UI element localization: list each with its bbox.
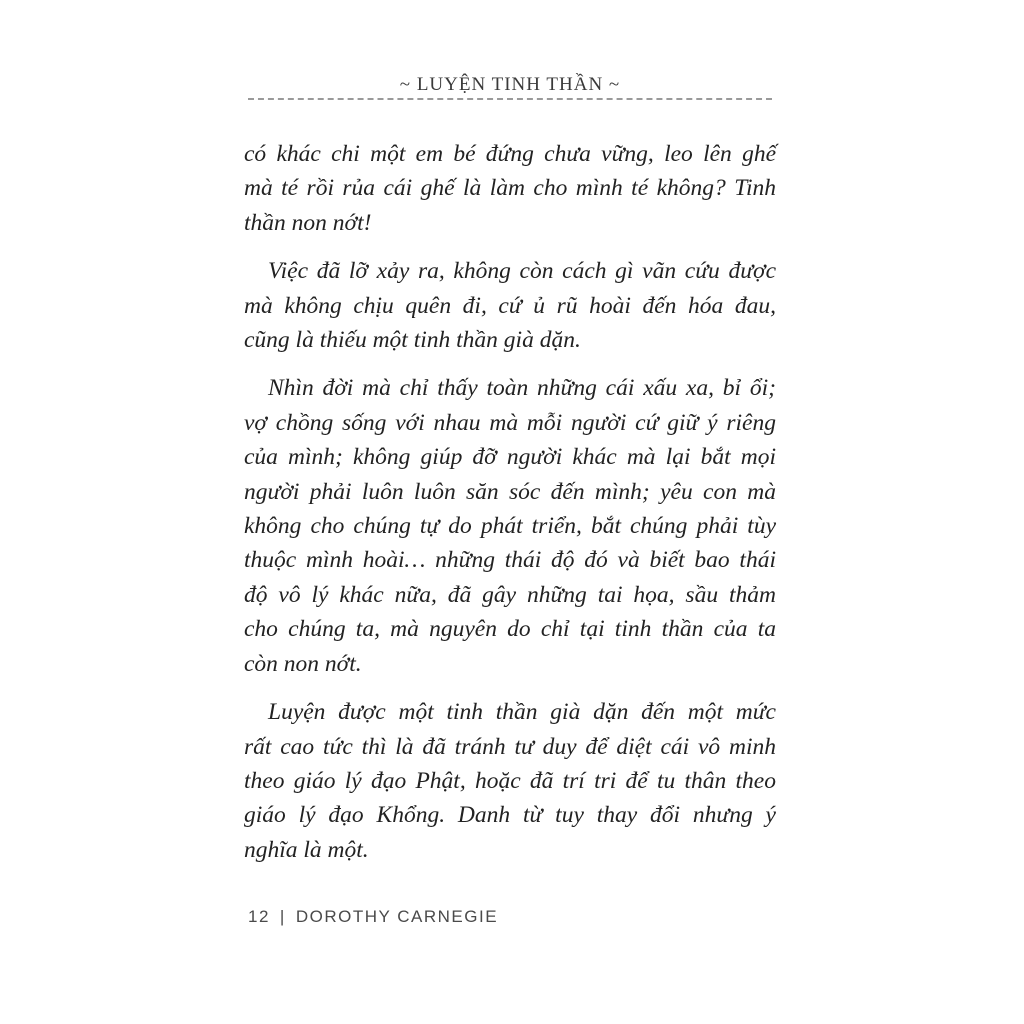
text-line: người phải luôn luôn săn sóc đến mình; yêu con mà — [244, 478, 776, 505]
text-line: Nhìn đời mà chỉ thấy toàn những cái xấu xa, bỉ ổi; — [268, 375, 776, 402]
text-line: vợ chồng sống với nhau mà mỗi người cứ giữ ý riêng — [244, 409, 776, 436]
text-line: còn non nớt. — [244, 650, 362, 677]
page-footer — [248, 907, 498, 927]
paragraph-1 — [244, 137, 776, 240]
text-line: giáo lý đạo Khổng. Danh từ tuy thay đổi nhưng ý — [244, 802, 776, 829]
header-divider — [248, 98, 772, 100]
text-line: cũng là thiếu một tinh thần già dặn. — [244, 327, 581, 354]
text-line: cho chúng ta, mà nguyên do chỉ tại tinh thần của ta — [244, 616, 776, 643]
text-line: nghĩa là một. — [244, 836, 369, 863]
text-line: theo giáo lý đạo Phật, hoặc đã trí tri để tu thân theo — [244, 767, 776, 794]
author-name: DOROTHY CARNEGIE — [295, 907, 499, 926]
text-line: Luyện được một tinh thần già dặn đến một mức — [268, 699, 776, 726]
footer-separator: | — [279, 907, 286, 926]
paragraph-3 — [244, 371, 776, 681]
text-line: rất cao tức thì là đã tránh tư duy để diệt cái vô minh — [244, 733, 776, 760]
paragraph-4 — [244, 695, 776, 867]
text-line: độ vô lý khác nữa, đã gây những tai họa, sầu thảm — [244, 581, 776, 608]
text-line: của mình; không giúp đỡ người khác mà lại bắt mọi — [244, 444, 776, 471]
text-line: không cho chúng tự do phát triển, bắt chúng phải tùy — [244, 513, 776, 540]
text-line: thuộc mình hoài… những thái độ đó và biết bao thái — [244, 547, 776, 574]
running-header: ~ LUYỆN TINH THẦN ~ — [399, 74, 621, 95]
text-line: có khác chi một em bé đứng chưa vững, leo lên ghế — [244, 141, 776, 167]
page-number: 12 — [248, 907, 270, 926]
body-text — [244, 137, 776, 881]
text-line: thần non nớt! — [244, 209, 372, 236]
text-line: mà té rồi rủa cái ghế là làm cho mình té không? Tinh — [244, 175, 776, 202]
text-line: Việc đã lỡ xảy ra, không còn cách gì vãn cứu được — [268, 258, 776, 285]
text-line: mà không chịu quên đi, cứ ủ rũ hoài đến hóa đau, — [244, 292, 776, 319]
paragraph-2 — [244, 254, 776, 357]
